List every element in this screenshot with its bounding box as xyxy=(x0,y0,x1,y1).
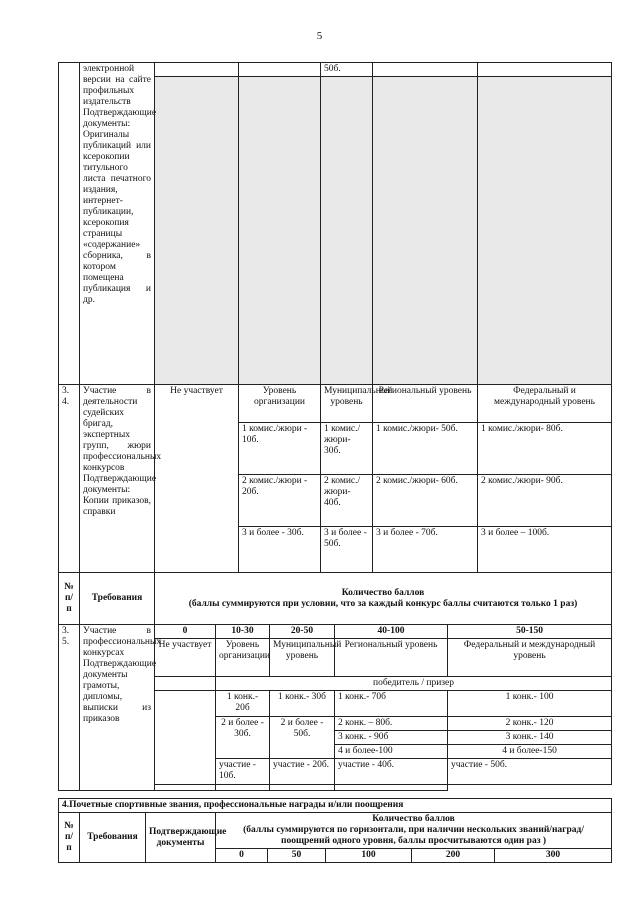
score-cell: 1 конк.- 20б xyxy=(216,691,270,717)
points-cell: 50 xyxy=(268,849,326,863)
number-header: № п/ п xyxy=(59,813,80,863)
level-header-fed: Федеральный и международный уровень xyxy=(448,639,612,677)
score-cell: 1 комис./жюри- 80б. xyxy=(478,423,612,475)
page-number: 5 xyxy=(316,30,323,42)
table-row xyxy=(59,799,612,813)
score-cell: 2 конк. – 80б. xyxy=(335,717,448,731)
not-participating-cell: Не участвует xyxy=(155,385,239,573)
score-cell: 1 комис./жюри- 50б. xyxy=(373,423,478,475)
points-cell: 300 xyxy=(495,849,612,863)
number-header: № п/ п xyxy=(59,573,80,625)
score-cell: участие - 50б. xyxy=(448,759,612,785)
score-cell: 3 и более – 100б. xyxy=(478,527,612,573)
row-number-cell xyxy=(59,63,80,385)
score-cell: 1 конк.- 30б xyxy=(270,691,335,717)
level-header-org: Уровень организации xyxy=(239,385,321,423)
range-cell: 10-30 xyxy=(216,625,270,639)
range-cell: 40-100 xyxy=(335,625,448,639)
points-cell: 0 xyxy=(216,849,268,863)
requirements-header: Требования xyxy=(80,573,155,625)
score-cell: 4 и более-100 xyxy=(335,745,448,759)
score-header-title: Количество баллов xyxy=(372,814,455,824)
requirements-header: Требования xyxy=(80,813,146,863)
score-cell: 2 комис./ жюри- 40б. xyxy=(321,475,373,527)
score-header-title: Количество баллов xyxy=(341,587,425,598)
score-cell: участие - 40б. xyxy=(335,759,448,785)
score-cell: 2 комис./жюри - 20б. xyxy=(239,475,321,527)
range-cell: 20-50 xyxy=(270,625,335,639)
level-header-reg: Региональный уровень xyxy=(373,385,478,423)
points-cell: 100 xyxy=(326,849,412,863)
score-header xyxy=(216,813,612,849)
score-cell: 1 комис./жюри - 10б. xyxy=(239,423,321,475)
requirement-cell: электронной версии на сайте профильных издательств Подтверждающие документы: Оригиналы публикаций или ксерокопии титульного листа печатного издания, интернет-публикации, ксерокопия страницы «содержание» сборника, в котором помещена публикация и др. xyxy=(80,63,155,385)
criteria-table-3 xyxy=(58,798,612,863)
score-cell: 1 конк.- 100 xyxy=(448,691,612,717)
score-cell: 1 конк.- 70б xyxy=(335,691,448,717)
winner-label: победитель / призер xyxy=(216,677,612,691)
score-cell: 3 и более - 70б. xyxy=(373,527,478,573)
score-cell: 3 и более - 30б. xyxy=(239,527,321,573)
score-header-subtitle: (баллы суммируются при условии, что за каждый конкурс баллы считаются только 1 раз) xyxy=(188,598,578,609)
score-cell: 2 и более - 50б. xyxy=(270,717,335,759)
score-cell: 2 конк.- 120 xyxy=(448,717,612,731)
range-cell: 50-150 xyxy=(448,625,612,639)
level-header-reg: Региональный уровень xyxy=(335,639,448,677)
requirement-cell: Участие в деятельности судейских бригад, экспертных групп, жюри профессиональных конкурсов Подтверждающие документы: Копии приказов, справки xyxy=(80,385,155,573)
table-row xyxy=(59,813,612,849)
level-header-org: Уровень организации xyxy=(216,639,270,677)
level-header-mun: Муниципальный уровень xyxy=(270,639,335,677)
table-row xyxy=(59,573,612,625)
score-cell: 2 комис./жюри- 60б. xyxy=(373,475,478,527)
table-row xyxy=(59,385,612,423)
table-row xyxy=(59,63,612,77)
requirement-cell: Участие в профессиональных конкурсах Подтверждающие документы грамоты, дипломы, выписки из приказов xyxy=(80,625,155,791)
score-cell: участие - 10б. xyxy=(216,759,270,785)
score-cell: 2 комис./жюри- 90б. xyxy=(478,475,612,527)
score-cell: 3 конк.- 140 xyxy=(448,731,612,745)
score-cell: 3 конк. - 90б xyxy=(335,731,448,745)
points-cell: 200 xyxy=(412,849,495,863)
row-number-cell: 3. 5. xyxy=(59,625,80,791)
score-cell: 4 и более-150 xyxy=(448,745,612,759)
score-cell: 2 и более - 30б. xyxy=(216,717,270,759)
score-cell: 1 комис./ жюри- 30б. xyxy=(321,423,373,475)
score-cell: 3 и более - 50б. xyxy=(321,527,373,573)
score-header xyxy=(155,573,612,625)
score-header-subtitle: (баллы суммируются по горизонтали, при наличии нескольких званий/наград/поощрений одного уровня, баллы просчитываются один раз ) xyxy=(243,825,584,846)
range-cell: 0 xyxy=(155,625,216,639)
level-header-fed: Федеральный и международный уровень xyxy=(478,385,612,423)
table-row xyxy=(59,625,612,639)
level-header-mun: Муниципальный уровень xyxy=(321,385,373,423)
documents-header: Подтверждающие документы xyxy=(146,813,216,863)
criteria-table-1 xyxy=(58,62,612,573)
level-header-none: Не участвует xyxy=(155,639,216,677)
score-cell: 50б. xyxy=(321,63,373,77)
score-cell: участие - 20б. xyxy=(270,759,335,785)
criteria-table-2 xyxy=(58,572,612,791)
section-title: 4.Почетные спортивные звания, профессиональные награды и/или поощрения xyxy=(59,799,612,813)
row-number-cell: 3. 4. xyxy=(59,385,80,573)
